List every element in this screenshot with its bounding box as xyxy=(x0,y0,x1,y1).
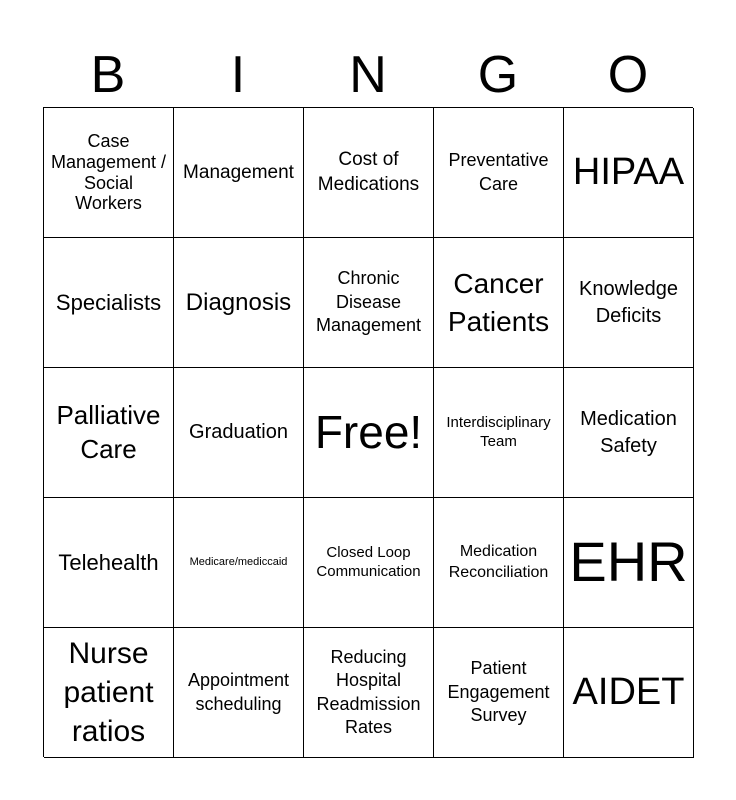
cell-label: Cost of Medications xyxy=(317,148,420,195)
cell-label: Reducing Hospital Readmission Rates xyxy=(316,646,421,737)
header-letter-o: O xyxy=(607,46,649,104)
cell-label: Free! xyxy=(314,406,423,459)
bingo-cell[interactable] xyxy=(304,368,434,498)
bingo-cell[interactable] xyxy=(564,498,694,628)
cell-label: Specialists xyxy=(55,289,162,315)
bingo-cell[interactable] xyxy=(304,108,434,238)
header-letter-b: B xyxy=(90,46,126,104)
bingo-cell[interactable] xyxy=(174,238,304,368)
bingo-cell[interactable] xyxy=(304,498,434,628)
bingo-cell[interactable] xyxy=(174,498,304,628)
cell-label: AIDET xyxy=(572,670,685,713)
cell-label: Closed Loop Communication xyxy=(316,543,421,580)
cell-label: Medication Reconciliation xyxy=(448,542,549,581)
cell-label: Interdisciplinary Team xyxy=(446,413,551,450)
header-letter-g: G xyxy=(477,46,519,104)
bingo-cell[interactable] xyxy=(174,368,304,498)
bingo-cell[interactable] xyxy=(434,628,564,758)
cell-label: Palliative Care xyxy=(56,399,161,464)
bingo-cell[interactable] xyxy=(564,628,694,758)
cell-label: Management xyxy=(183,161,294,183)
header-letter-n: N xyxy=(349,46,387,104)
cell-label: Graduation xyxy=(189,421,288,443)
cell-label: Diagnosis xyxy=(185,288,292,316)
cell-label: Knowledge Deficits xyxy=(579,277,678,327)
bingo-cell[interactable] xyxy=(44,238,174,368)
cell-label: Preventative Care xyxy=(448,150,549,194)
bingo-cell[interactable] xyxy=(44,368,174,498)
bingo-cell[interactable] xyxy=(564,368,694,498)
bingo-cell[interactable] xyxy=(44,108,174,238)
bingo-cell[interactable] xyxy=(174,108,304,238)
bingo-cell[interactable] xyxy=(434,368,564,498)
bingo-cell[interactable] xyxy=(304,238,434,368)
cell-label: Nurse patient ratios xyxy=(63,637,154,748)
bingo-cell[interactable] xyxy=(304,628,434,758)
cell-label: Cancer Patients xyxy=(447,267,550,337)
cell-label: Case Management / Social Workers xyxy=(50,131,167,214)
cell-label: Telehealth xyxy=(58,549,159,575)
cell-label: Chronic Disease Management xyxy=(315,268,422,336)
bingo-cell[interactable] xyxy=(434,108,564,238)
bingo-cell[interactable] xyxy=(434,238,564,368)
bingo-cell[interactable] xyxy=(434,498,564,628)
bingo-cell[interactable] xyxy=(174,628,304,758)
bingo-cell[interactable] xyxy=(564,108,694,238)
bingo-cell[interactable] xyxy=(44,498,174,628)
bingo-cell[interactable] xyxy=(44,628,174,758)
cell-label: Medicare/mediccaid xyxy=(189,556,288,569)
cell-label: HIPAA xyxy=(572,150,685,193)
cell-label: Medication Safety xyxy=(580,407,677,457)
bingo-header xyxy=(43,44,693,106)
cell-label: Patient Engagement Survey xyxy=(447,658,550,726)
cell-label: Appointment scheduling xyxy=(187,670,290,714)
bingo-board xyxy=(43,107,693,757)
cell-label: EHR xyxy=(569,530,688,594)
bingo-cell[interactable] xyxy=(564,238,694,368)
header-letter-i: I xyxy=(230,46,246,104)
